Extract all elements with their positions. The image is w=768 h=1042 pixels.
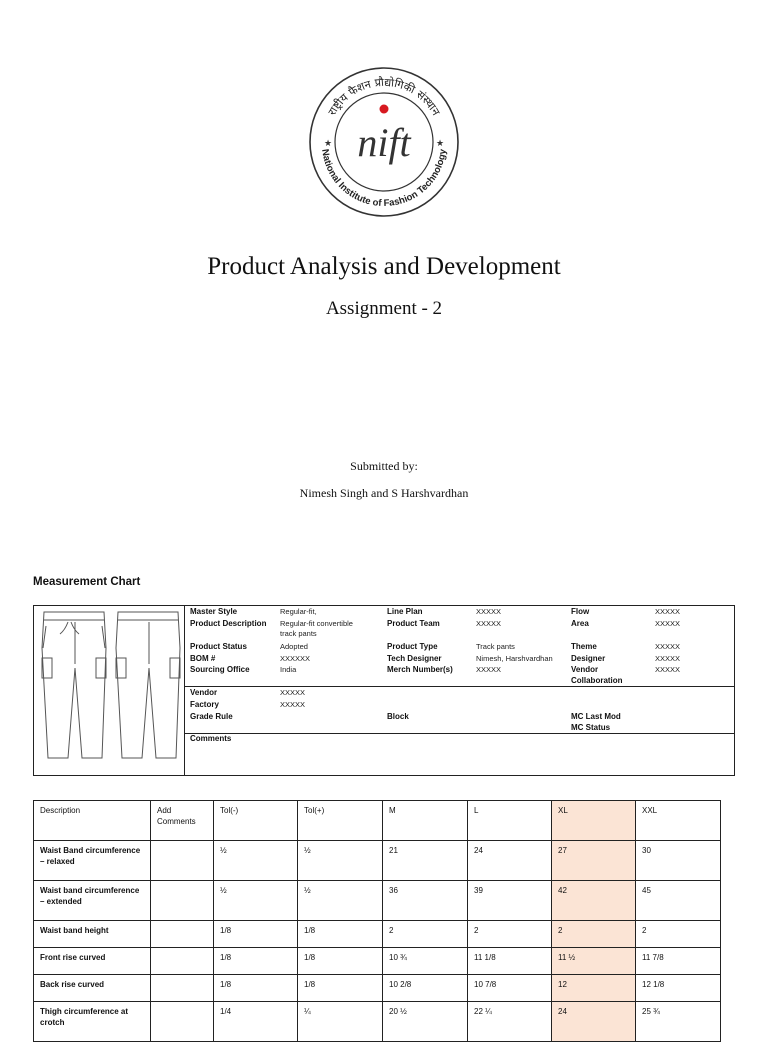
line-plan-value: XXXXX (476, 607, 502, 616)
table-cell: 30 (636, 841, 721, 881)
logo-ring-text-top: राष्ट्रीय फैशन प्रौद्योगिकी संस्थान (325, 75, 443, 118)
table-cell: ½ (214, 841, 298, 881)
table-cell (151, 975, 214, 1002)
product-description-value: Regular-fit convertible (280, 619, 353, 628)
table-cell: 1/8 (214, 975, 298, 1002)
table-cell: 42 (552, 881, 636, 921)
product-type-label: Product Type (387, 642, 438, 651)
theme-label: Theme (571, 642, 597, 651)
table-cell: 10 7/8 (468, 975, 552, 1002)
merch-number-label: Merch Number(s) (387, 665, 453, 674)
table-row (34, 1002, 721, 1042)
header-cell: Tol(-) (214, 801, 298, 841)
product-description-label: Product Description (190, 619, 267, 628)
designer-value: XXXXX (655, 654, 681, 663)
area-label: Area (571, 619, 589, 628)
table-cell: 20 ½ (383, 1002, 468, 1042)
product-status-value: Adopted (280, 642, 308, 651)
block-label: Block (387, 712, 409, 721)
table-cell: 24 (552, 1002, 636, 1042)
submitted-label: Submitted by: (350, 459, 418, 473)
header-cell: XXL (636, 801, 721, 841)
table-cell: 1/8 (298, 975, 383, 1002)
tech-designer-value: Nimesh, Harshvardhan (476, 654, 553, 663)
table-cell: 1/4 (214, 1002, 298, 1042)
table-cell: Front rise curved (34, 948, 151, 975)
table-row (34, 975, 721, 1002)
factory-value: XXXXX (280, 700, 306, 709)
spec-divider-line (185, 733, 735, 734)
comments-label: Comments (190, 734, 232, 743)
table-cell: Waist Band circumference – relaxed (34, 841, 151, 881)
bom-label: BOM # (190, 654, 216, 663)
product-description-value-cont: track pants (280, 629, 317, 638)
logo-monogram: nift (357, 120, 411, 165)
designer-label: Designer (571, 654, 606, 663)
line-plan-label: Line Plan (387, 607, 423, 616)
table-cell: 2 (636, 921, 721, 948)
header-cell: XL (552, 801, 636, 841)
star-icon: ★ (324, 138, 333, 148)
table-cell: 39 (468, 881, 552, 921)
table-cell: ½ (298, 841, 383, 881)
vendor-collab-label-cont: Collaboration (571, 676, 623, 685)
product-team-label: Product Team (387, 619, 440, 628)
table-cell (151, 841, 214, 881)
table-cell: 2 (552, 921, 636, 948)
logo-red-dot (380, 105, 389, 114)
track-pants-sketch (38, 608, 182, 768)
table-cell (151, 1002, 214, 1042)
sourcing-office-label: Sourcing Office (190, 665, 250, 674)
header-cell: Add Comments (151, 801, 214, 841)
table-row (34, 921, 721, 948)
table-header-row (34, 801, 721, 841)
product-status-label: Product Status (190, 642, 247, 651)
vendor-collab-label: Vendor (571, 665, 599, 674)
theme-value: XXXXX (655, 642, 681, 651)
product-team-value: XXXXX (476, 619, 502, 628)
master-style-value: Regular-fit, (280, 607, 317, 616)
table-cell: 10 ¾ (383, 948, 468, 975)
table-cell: 11 ½ (552, 948, 636, 975)
table-cell: 1/8 (214, 921, 298, 948)
mc-status-label: MC Status (571, 723, 611, 732)
table-cell: ½ (214, 881, 298, 921)
table-cell: 1/8 (214, 948, 298, 975)
table-row (34, 841, 721, 881)
table-cell (151, 881, 214, 921)
table-cell: ½ (298, 881, 383, 921)
header-cell: M (383, 801, 468, 841)
page-title: Product Analysis and Development (207, 253, 561, 280)
table-cell: Thigh circumference at crotch (34, 1002, 151, 1042)
table-cell (151, 921, 214, 948)
flow-value: XXXXX (655, 607, 681, 616)
table-row (34, 881, 721, 921)
table-cell: 2 (468, 921, 552, 948)
table-cell: 22 ¼ (468, 1002, 552, 1042)
authors: Nimesh Singh and S Harshvardhan (299, 486, 469, 500)
table-cell: 10 2/8 (383, 975, 468, 1002)
header-cell: Description (34, 801, 151, 841)
table-cell: Waist band circumference – extended (34, 881, 151, 921)
logo-ring-text-bottom: National Institute of Fashion Technology (319, 148, 449, 210)
table-cell: 27 (552, 841, 636, 881)
table-cell: 1/8 (298, 921, 383, 948)
table-cell: 21 (383, 841, 468, 881)
table-cell (151, 948, 214, 975)
table-cell: 1/8 (298, 948, 383, 975)
product-type-value: Track pants (476, 642, 515, 651)
page-subtitle: Assignment - 2 (325, 298, 443, 319)
header-cell: L (468, 801, 552, 841)
section-heading: Measurement Chart (33, 576, 141, 588)
flow-label: Flow (571, 607, 590, 616)
mc-last-mod-label: MC Last Mod (571, 712, 621, 721)
table-cell: ¼ (298, 1002, 383, 1042)
table-cell: Waist band height (34, 921, 151, 948)
tech-designer-label: Tech Designer (387, 654, 442, 663)
table-cell: Back rise curved (34, 975, 151, 1002)
table-cell: 24 (468, 841, 552, 881)
master-style-label: Master Style (190, 607, 238, 616)
area-value: XXXXX (655, 619, 681, 628)
bom-value: XXXXXX (280, 654, 311, 663)
table-cell: 12 (552, 975, 636, 1002)
table-cell: 25 ¾ (636, 1002, 721, 1042)
table-cell: 36 (383, 881, 468, 921)
vendor-value: XXXXX (280, 688, 306, 697)
factory-label: Factory (190, 700, 219, 709)
vendor-collab-value: XXXXX (655, 665, 681, 674)
table-cell: 12 1/8 (636, 975, 721, 1002)
table-cell: 11 1/8 (468, 948, 552, 975)
table-row (34, 948, 721, 975)
spec-divider (184, 605, 185, 776)
merch-number-value: XXXXX (476, 665, 502, 674)
header-cell: Tol(+) (298, 801, 383, 841)
vendor-label: Vendor (190, 688, 218, 697)
table-cell: 45 (636, 881, 721, 921)
measurement-table (33, 800, 721, 1042)
table-cell: 2 (383, 921, 468, 948)
sourcing-office-value: India (280, 665, 297, 674)
table-cell: 11 7/8 (636, 948, 721, 975)
nift-logo (308, 66, 460, 218)
spec-divider-line (185, 686, 735, 687)
grade-rule-label: Grade Rule (190, 712, 233, 721)
star-icon: ★ (436, 138, 445, 148)
